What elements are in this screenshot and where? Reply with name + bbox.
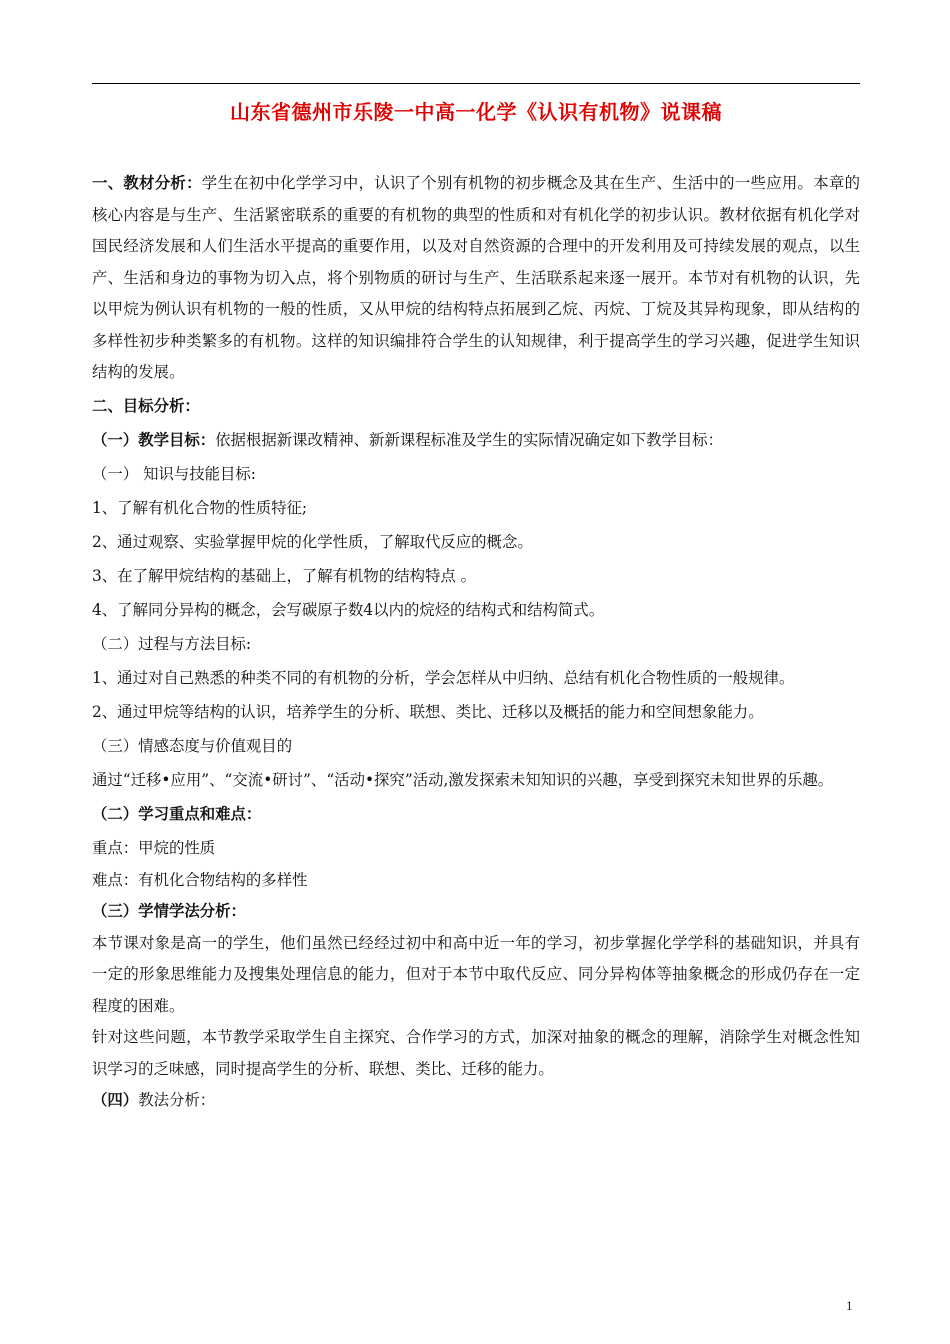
paragraph: 依据根据新课改精神、新新课程标准及学生的实际情况确定如下教学目标： (215, 431, 724, 449)
key-point: 重点：甲烷的性质 (92, 839, 216, 857)
emotion-goals-heading: （三）情感态度与价值观目的 (92, 737, 293, 755)
section-heading: 一、教材分析： (92, 174, 202, 192)
header-rule (92, 83, 860, 84)
list-item: 1、了解有机化合物的性质特征; (92, 499, 308, 517)
list-item: 4、了解同分异构的概念，会写碳原子数4以内的烷烃的结构式和结构简式。 (92, 601, 605, 619)
paragraph: 针对这些问题，本节教学采取学生自主探究、合作学习的方式，加深对抽象的概念的理解，消除学生对概念性知识学习的乏味感，同时提高学生的分析、联想、类比、迁移的能力。 (92, 1028, 860, 1078)
knowledge-goals-heading: （一） 知识与技能目标: (92, 465, 256, 483)
process-goals-heading: （二）过程与方法目标: (92, 635, 252, 653)
list-item: 2、通过甲烷等结构的认识，培养学生的分析、联想、类比、迁移以及概括的能力和空间想象能力。 (92, 703, 764, 721)
section-textbook-analysis (92, 168, 860, 389)
subsection-heading: （二）学习重点和难点： (92, 805, 262, 823)
subsection-teaching-goals (92, 425, 860, 457)
subsection-heading: （一）教学目标： (92, 431, 216, 449)
document-body (92, 168, 860, 1117)
document-title: 山东省德州市乐陵一中高一化学《认识有机物》说课稿 (230, 100, 722, 124)
subsection-heading: （四） (92, 1091, 139, 1109)
paragraph: 教法分析： (138, 1091, 216, 1109)
page-number: 1 (846, 1298, 853, 1313)
paragraph: 通过“迁移•应用”、“交流•研讨”、“活动•探究”活动,激发探索未知知识的兴趣，享受到探究未知世界的乐趣。 (92, 771, 834, 789)
difficult-point: 难点：有机化合物结构的多样性 (92, 870, 308, 889)
section-heading: 二、目标分析： (92, 397, 200, 415)
paragraph: 本节课对象是高一的学生，他们虽然已经经过初中和高中近一年的学习，初步掌握化学学科的基础知识，并具有一定的形象思维能力及搜集处理信息的能力，但对于本节中取代反应、同分异构体等抽象概念的形成仍存在一定程度的困难。 (92, 933, 860, 1015)
list-item: 3、在了解甲烷结构的基础上，了解有机物的结构特点 。 (92, 567, 477, 585)
subsection-heading: （三）学情学法分析： (92, 902, 246, 920)
subsection-teaching-methods (92, 1085, 860, 1117)
list-item: 2、通过观察、实验掌握甲烷的化学性质，了解取代反应的概念。 (92, 533, 533, 551)
list-item: 1、通过对自己熟悉的种类不同的有机物的分析，学会怎样从中归纳、总结有机化合物性质的一般规律。 (92, 669, 795, 687)
paragraph: 学生在初中化学学习中，认识了个别有机物的初步概念及其在生产、生活中的一些应用。本章的核心内容是与生产、生活紧密联系的重要的有机物的典型的性质和对有机化学的初步认识。教材依据有机化学对国民经济发展和人们生活水平提高的重要作用，以及对自然资源的合理中的开发利用及可持续发展的观点，以生产、生活和身边的事物为切入点，将个别物质的研讨与生产、生活联系起来逐一展开。本节对有机物的认识，先以甲烷为例认识有机物的一般的性质，又从甲烷的结构特点拓展到乙烷、丙烷、丁烷及其异构现象，即从结构的多样性初步种类繁多的有机物。这样的知识编排符合学生的认知规律，利于提高学生的学习兴趣，促进学生知识结构的发展。 (92, 174, 860, 381)
